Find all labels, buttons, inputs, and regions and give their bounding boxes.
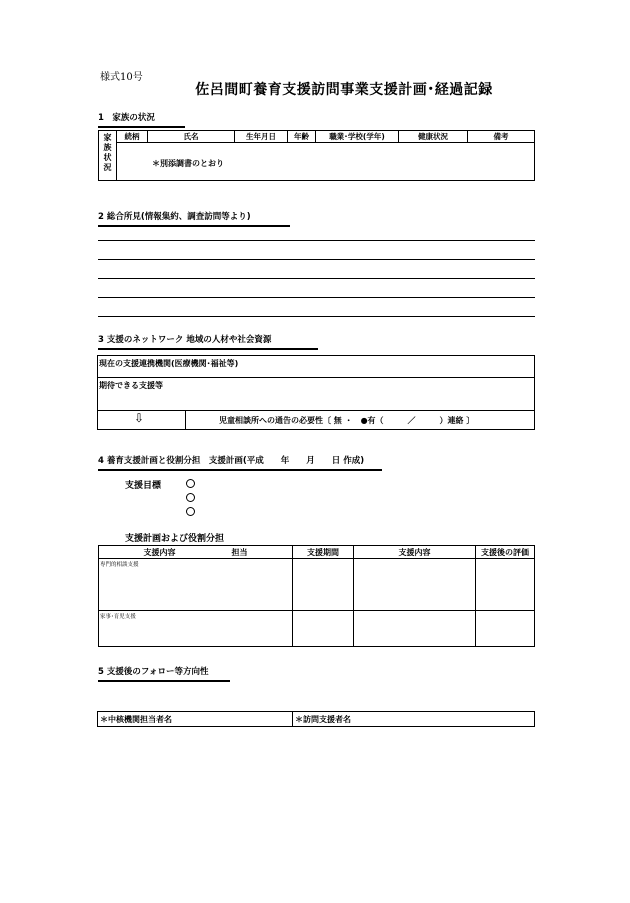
expected-support-label: 期待できる支援等 [99, 381, 163, 390]
core-agency-staff-label: ＊中核機関担当者名 [100, 715, 172, 724]
findings-line-1 [98, 240, 535, 241]
child-guidance-notice: 児童相談所への通告の必要性〔 無 ・ ●有（ ／ ）連絡 〕 [219, 416, 475, 425]
support-goal-label: 支援目標 [125, 481, 162, 491]
section2-heading: 2 総合所見(情報集約、調査訪問等より) [98, 210, 290, 227]
col-support-period: 支援期間 [293, 546, 354, 559]
col-support-content: 支援内容 [354, 546, 476, 559]
family-side-label: 家 族 状 況 [99, 131, 117, 181]
plan-role-label: 支援計画および役割分担 [125, 534, 225, 544]
section5-heading: 5 支援後のフォロー等方向性 [98, 665, 230, 682]
network-divider-1 [97, 377, 535, 378]
row-housework-childcare: 家事･育児支援 [99, 611, 293, 647]
findings-line-2 [98, 259, 535, 260]
support-agencies-label: 現在の支援連携機関(医療機関･福祉等) [99, 359, 239, 368]
goal-bullet-1 [186, 479, 195, 488]
network-divider-v [185, 410, 186, 430]
section4-heading: 4 養育支援計画と役割分担 支援計画(平成 年 月 日 作成) [98, 454, 382, 471]
visiting-supporter-label: ＊訪問支援者名 [295, 715, 351, 724]
form-number: 様式10号 [100, 72, 143, 83]
family-note: ＊別添調書のとおり [152, 159, 224, 168]
family-status-table [98, 130, 535, 181]
support-plan-table [98, 545, 535, 647]
col-health: 健康状況 [399, 131, 468, 143]
network-divider-2 [97, 410, 535, 411]
col-age: 年齢 [288, 131, 316, 143]
findings-line-3 [98, 278, 535, 279]
down-arrow-icon: ⇩ [134, 411, 145, 425]
signature-divider [292, 711, 293, 727]
col-support-content-owner: 支援内容 担当 [99, 546, 293, 559]
section3-heading: 3 支援のネットワーク 地域の人材や社会資源 [98, 333, 318, 350]
col-occupation: 職業･学校(学年) [316, 131, 399, 143]
col-name: 氏名 [148, 131, 235, 143]
col-relation: 続柄 [117, 131, 148, 143]
goal-bullet-2 [186, 493, 195, 502]
col-birthdate: 生年月日 [235, 131, 288, 143]
findings-line-5 [98, 316, 535, 317]
findings-line-4 [98, 297, 535, 298]
col-remarks: 備考 [468, 131, 535, 143]
document-title: 佐呂間町養育支援訪問事業支援計画･経過記録 [195, 82, 493, 98]
section1-heading: 1 家族の状況 [98, 111, 185, 128]
col-post-evaluation: 支援後の評価 [476, 546, 535, 559]
goal-bullet-3 [186, 507, 195, 516]
row-professional-consult: 専門的相談支援 [99, 559, 293, 611]
